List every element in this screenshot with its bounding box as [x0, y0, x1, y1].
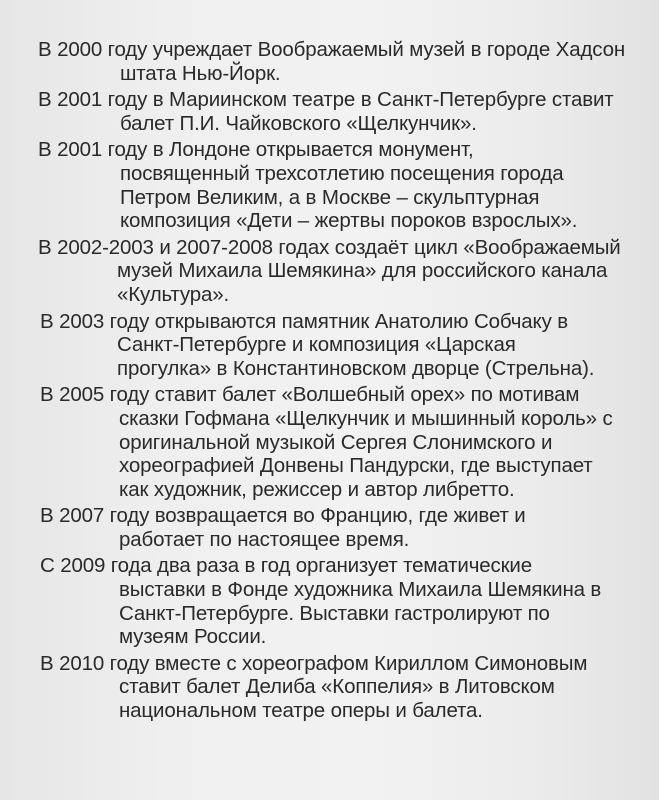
timeline-entry-2000	[38, 38, 628, 85]
entry-text: году вместе с хореографом Кириллом Симоновым ставит балет Делиба «Коппелия» в Литовском национальном театре оперы и балета.	[109, 651, 588, 723]
entry-year: С 2009	[40, 554, 106, 578]
entry-year: В 2000	[38, 38, 103, 61]
timeline-entry-2003	[40, 310, 610, 381]
entry-year: В 2007	[40, 504, 105, 528]
entry-text: году возвращается во Францию, где живет и работает по настоящее время.	[109, 504, 526, 551]
entry-text: году открываются памятник Анатолию Собчаку в Санкт-Петербурге и композиция «Царская прогулка» в Константиновском дворце (Стрельна).	[109, 309, 595, 380]
timeline-entry-2002-2003	[38, 236, 623, 307]
timeline-entry-2001-london	[38, 138, 608, 232]
timeline-entry-2010	[40, 652, 625, 723]
entry-year: В 2001	[38, 138, 103, 162]
timeline-entry-2001-mariinsky	[38, 88, 628, 135]
timeline-entry-2007	[40, 504, 600, 551]
entry-year: В 2003	[40, 309, 105, 333]
timeline-entry-2005	[40, 383, 615, 501]
entry-year: В 2002-2003	[38, 235, 154, 259]
entry-text: году учреждает Воображаемый музей в городе Хадсон штата Нью-Йорк.	[107, 38, 626, 85]
entry-year: В 2005	[40, 383, 105, 407]
entry-text: года два раза в год организует тематические выставки в Фонде художника Михаила Шемякина в Санкт-Петербурге. Выставки гастролируют по музеям России.	[110, 554, 602, 649]
entry-year: В 2010	[40, 651, 105, 675]
entry-text: и 2007-2008 годах создаёт цикл «Воображаемый музей Михаила Шемякина» для российского канала «Культура».	[117, 235, 621, 306]
entry-text: году в Мариинском театре в Санкт-Петербурге ставит балет П.И. Чайковского «Щелкунчик».	[107, 88, 614, 135]
entry-year: В 2001	[38, 88, 103, 112]
timeline-entry-2009	[40, 554, 615, 648]
entry-text: году в Лондоне открывается монумент, посвященный трехсотлетию посещения города Петром Великим, а в Москве – скульптурная композиция «Дети – жертвы пороков взрослых».	[107, 138, 578, 233]
entry-text: году ставит балет «Волшебный орех» по мотивам сказки Гофмана «Щелкунчик и мышинный король» с оригинальной музыкой Сергея Слонимского и хореографией Донвены Пандурски, где выступает как художник, режиссер и автор либретто.	[109, 383, 613, 501]
